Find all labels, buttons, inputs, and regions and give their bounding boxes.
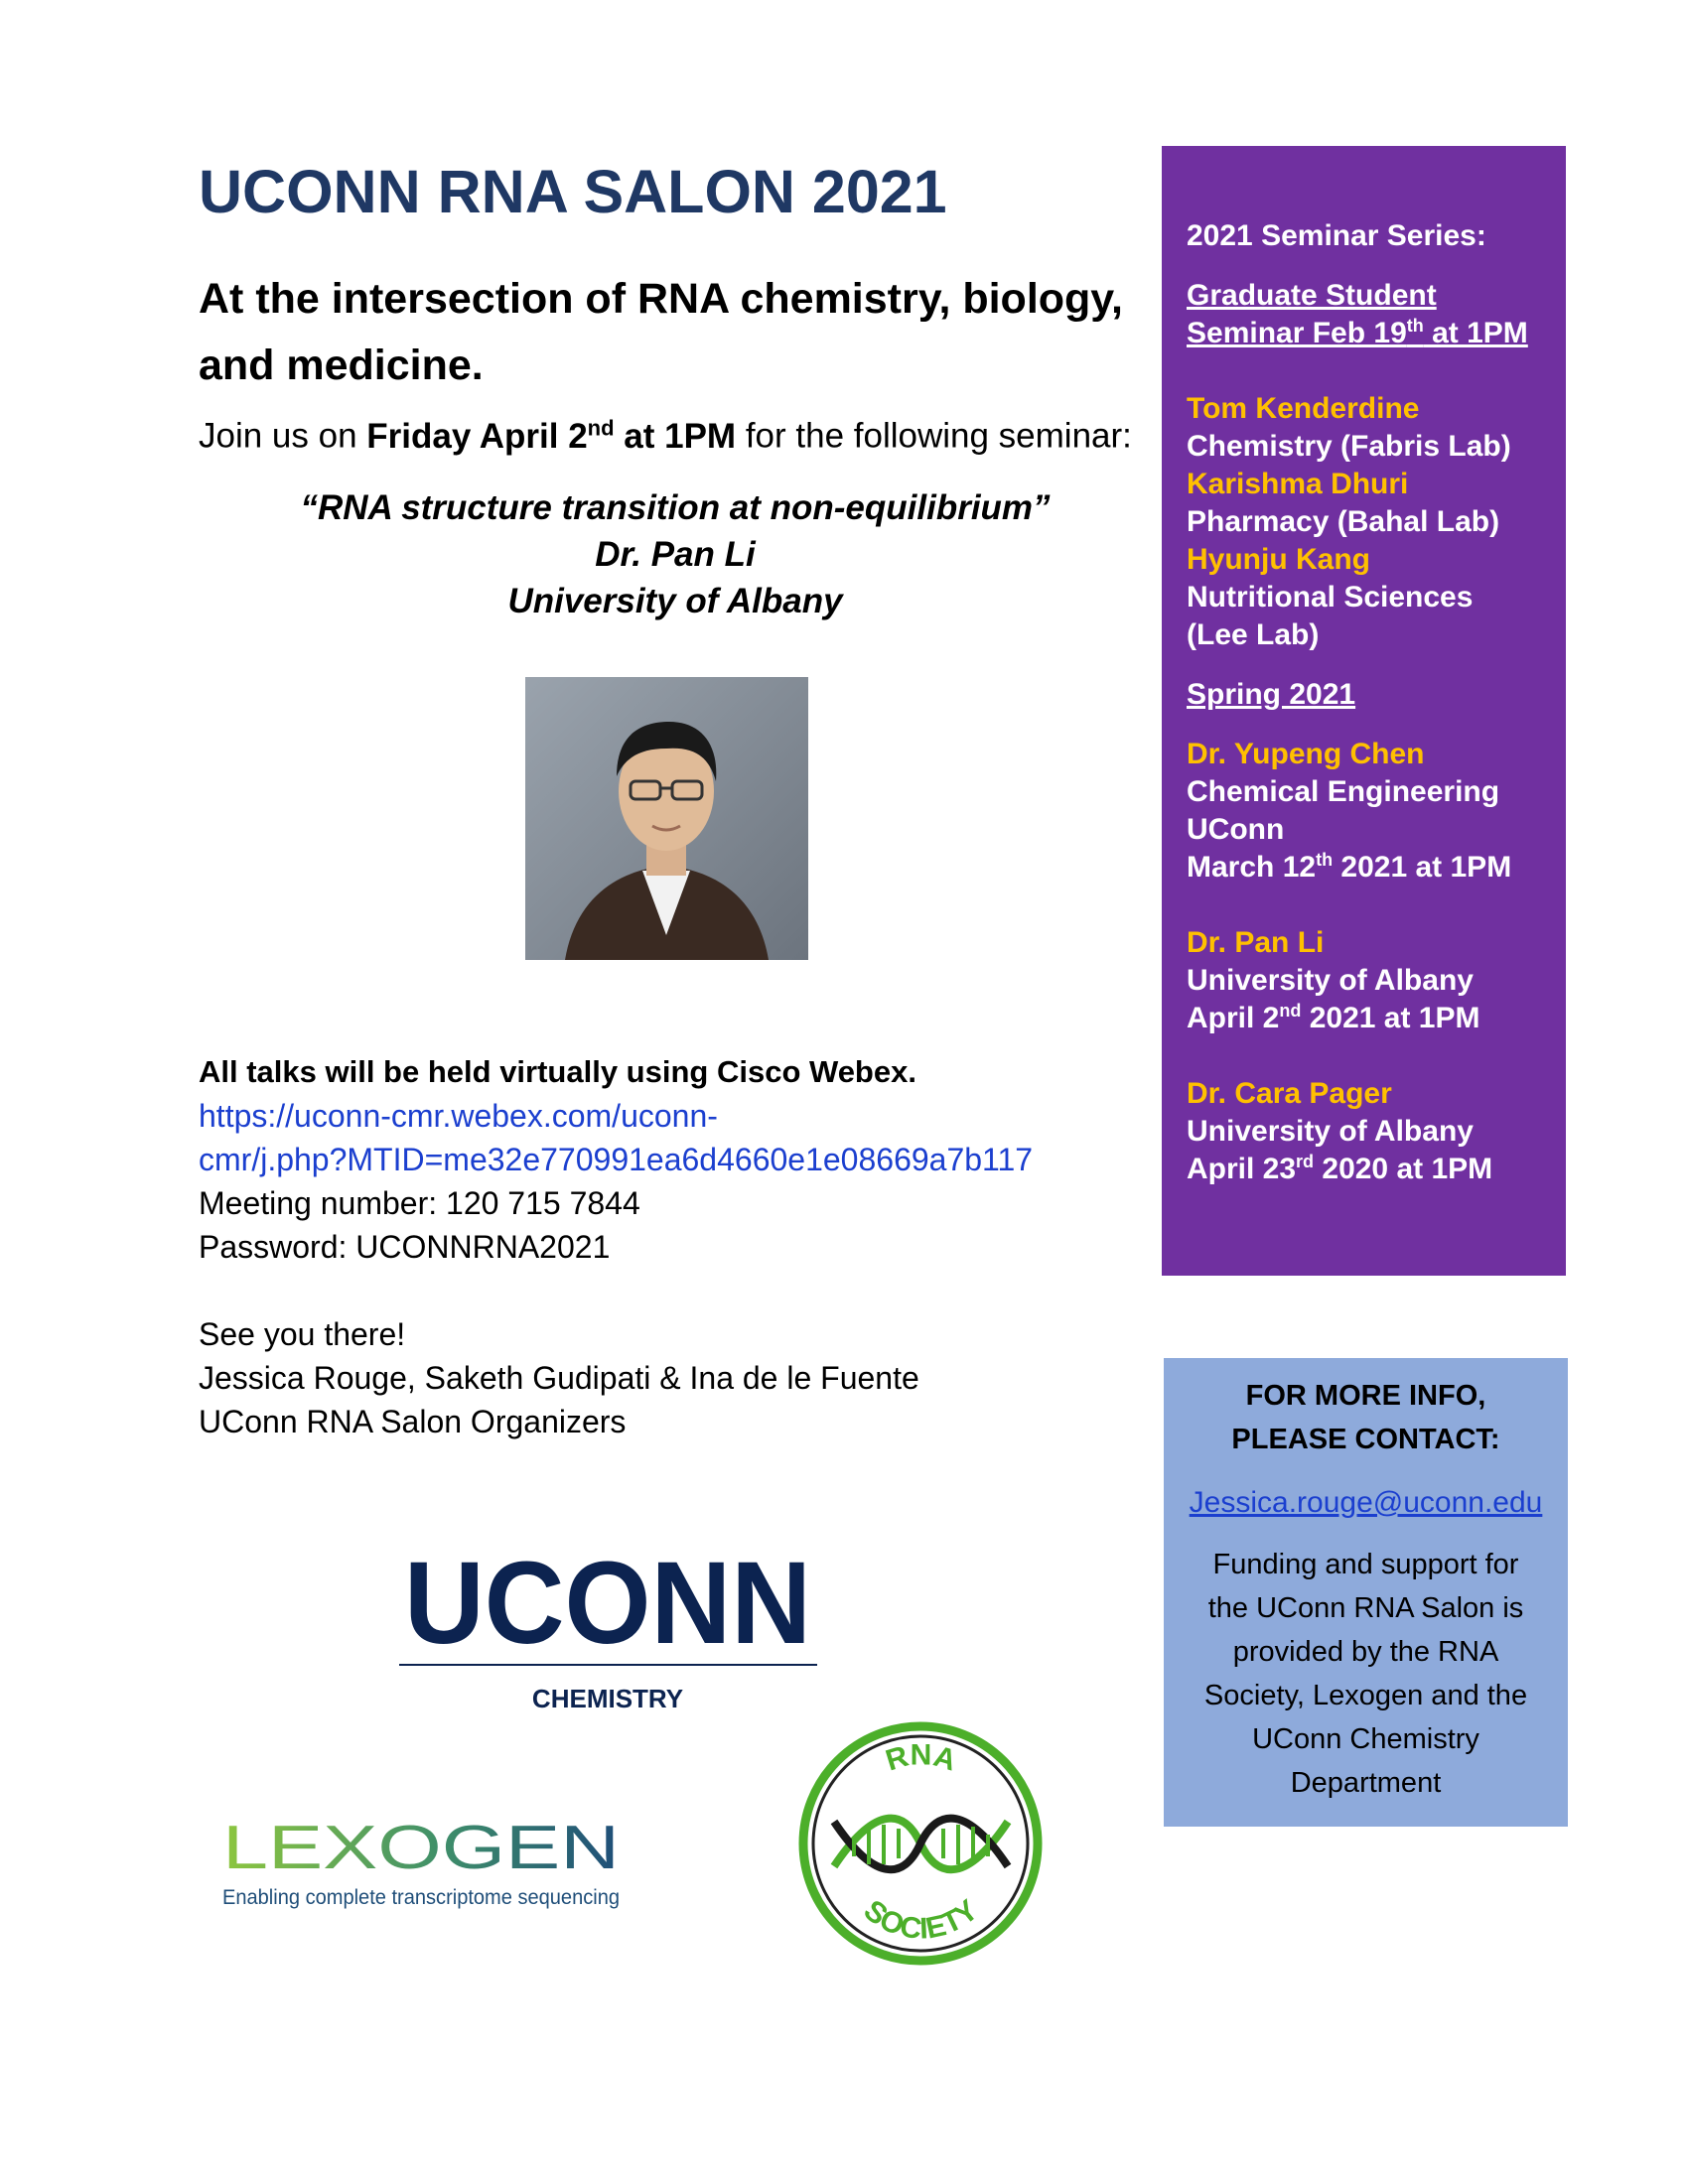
student-name: Tom Kenderdine <box>1187 392 1420 425</box>
subtitle-line-1: At the intersection of RNA chemistry, biology, <box>199 275 1123 323</box>
webex-link-line-1[interactable]: https://uconn-cmr.webex.com/uconn- <box>199 1098 718 1134</box>
rna-society-top-text: RNA <box>882 1738 960 1778</box>
speaker-date: April 2nd 2021 at 1PM <box>1187 1001 1480 1034</box>
spring-heading: Spring 2021 <box>1187 678 1356 711</box>
contact-panel <box>1164 1358 1568 1827</box>
student-name: Hyunju Kang <box>1187 543 1370 576</box>
talk-affiliation: University of Albany <box>507 582 843 620</box>
lexogen-tagline: Enabling complete transcriptome sequencing <box>222 1886 620 1909</box>
subtitle-line-2: and medicine. <box>199 341 484 389</box>
student-dept: Pharmacy (Bahal Lab) <box>1187 505 1500 538</box>
uconn-wordmark: UCONN <box>404 1549 811 1669</box>
student-dept: Nutritional Sciences <box>1187 581 1474 614</box>
event-date: Friday April 2 <box>366 416 588 456</box>
organizer-role: UConn RNA Salon Organizers <box>199 1404 627 1439</box>
uconn-dept-label: CHEMISTRY <box>531 1684 684 1713</box>
uconn-chemistry-logo <box>397 1549 819 1717</box>
talk-speaker: Dr. Pan Li <box>595 535 756 574</box>
speaker-photo <box>525 677 808 960</box>
signoff-greeting: See you there! <box>199 1316 406 1352</box>
series-heading: 2021 Seminar Series: <box>1187 219 1486 252</box>
event-time: at 1PM <box>614 416 737 456</box>
funding-line: UConn Chemistry <box>1252 1723 1479 1755</box>
signoff-block <box>199 1312 919 1443</box>
seminar-series-panel <box>1162 146 1566 1276</box>
speaker-name: Dr. Yupeng Chen <box>1187 738 1425 770</box>
funding-line: Department <box>1290 1767 1442 1799</box>
webex-link-line-2[interactable]: cmr/j.php?MTID=me32e770991ea6d4660e1e08669a7b117 <box>199 1142 1034 1177</box>
funding-line: Funding and support for <box>1212 1549 1519 1580</box>
talk-title: “RNA structure transition at non-equilibrium” <box>300 488 1051 527</box>
grad-seminar-link-line-2[interactable]: Seminar Feb 19th at 1PM <box>1187 316 1528 349</box>
event-date-suffix: nd <box>587 415 615 440</box>
subtitle <box>199 266 1152 399</box>
speaker-name: Dr. Cara Pager <box>1187 1077 1392 1110</box>
meeting-password: Password: UCONNRNA2021 <box>199 1229 611 1265</box>
grad-seminar-link-line-1[interactable]: Graduate Student <box>1187 279 1437 312</box>
speaker-date: April 23rd 2020 at 1PM <box>1187 1152 1493 1185</box>
student-name: Karishma Dhuri <box>1187 468 1409 500</box>
join-suffix: for the following seminar: <box>736 416 1132 456</box>
rna-society-logo <box>794 1717 1048 1971</box>
page-title: UCONN RNA SALON 2021 <box>199 158 947 225</box>
join-announcement <box>199 415 1132 457</box>
funding-statement <box>1164 1543 1568 1805</box>
funding-line: provided by the RNA <box>1232 1636 1499 1668</box>
contact-email-link[interactable]: Jessica.rouge@uconn.edu <box>1189 1486 1543 1519</box>
logistics-block <box>199 1050 1033 1269</box>
lexogen-wordmark: LEXOGEN <box>222 1814 620 1882</box>
join-prefix: Join us on <box>199 416 367 456</box>
student-dept: Chemistry (Fabris Lab) <box>1187 430 1511 463</box>
student-dept-cont: (Lee Lab) <box>1187 618 1320 651</box>
lexogen-logo <box>218 1807 635 1916</box>
contact-heading-line-1: FOR MORE INFO, <box>1245 1380 1486 1412</box>
speaker-affiliation: Chemical Engineering <box>1187 775 1500 808</box>
speaker-affiliation: University of Albany <box>1187 964 1474 997</box>
speaker-name: Dr. Pan Li <box>1187 926 1325 959</box>
speaker-affiliation: University of Albany <box>1187 1115 1474 1148</box>
logistics-heading: All talks will be held virtually using Cisco Webex. <box>199 1054 916 1089</box>
organizer-names: Jessica Rouge, Saketh Gudipati & Ina de le Fuente <box>199 1360 919 1396</box>
speaker-affiliation: UConn <box>1187 813 1285 846</box>
funding-line: Society, Lexogen and the <box>1203 1680 1528 1711</box>
funding-line: the UConn RNA Salon is <box>1207 1592 1524 1624</box>
meeting-number: Meeting number: 120 715 7844 <box>199 1185 640 1221</box>
contact-heading-line-2: PLEASE CONTACT: <box>1231 1424 1500 1455</box>
rna-society-bottom-text: SOCIETY <box>857 1893 985 1947</box>
speaker-date: March 12th 2021 at 1PM <box>1187 850 1512 884</box>
